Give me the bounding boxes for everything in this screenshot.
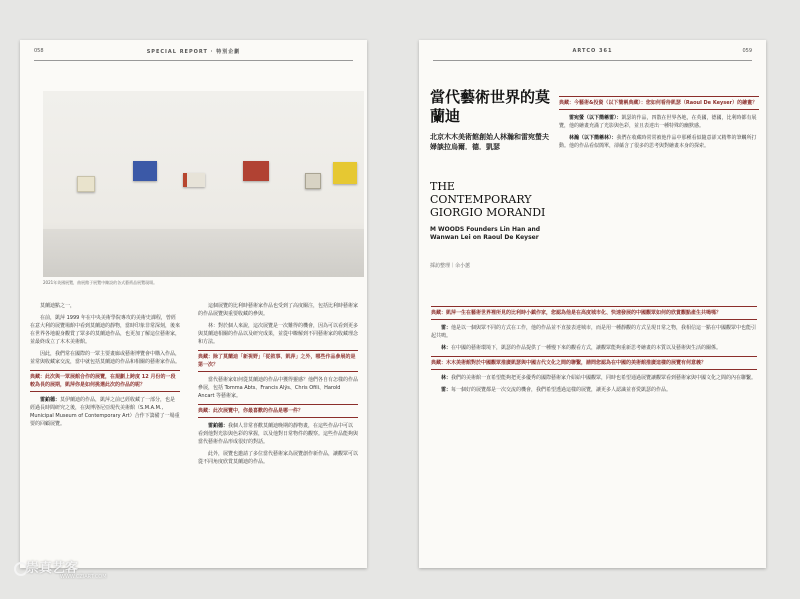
paragraph: 這個展覽的比利時藝術家作品也受到了高度關注，包括比利時藝術家的作品展覽與重要收藏的參與。	[198, 303, 359, 317]
right-page	[419, 40, 766, 568]
answer-text: 凱瑟的作品，四散在世界各地，在英國，德國，比利時都有展覽，他的繪畫充滿了光影與色彩，並且表達出一種特殊的幽默感。	[559, 115, 757, 129]
answer-paragraph	[559, 134, 759, 150]
answer-paragraph	[559, 114, 759, 130]
speaker-label: 林：	[441, 375, 452, 381]
left-page-number: 058	[34, 48, 44, 54]
answer-text: 我們的美術館一直希望能夠把更多優秀的國際藝術家介紹給中國觀眾，同時也希望通過展覽讓觀眾看到藝術家與中國文化之間的內在聯繫。	[451, 375, 757, 381]
watermark-text: 崇真艺客	[26, 561, 79, 576]
left-column-1	[30, 302, 180, 432]
artwork-5	[305, 173, 321, 189]
artwork-6	[333, 162, 357, 184]
answer-paragraph	[431, 374, 757, 382]
answer-paragraph	[431, 324, 757, 340]
speaker-label: 雷宛螢（以下簡稱雷）：	[569, 115, 622, 121]
header-rule	[433, 60, 752, 61]
right-page-section-title: ARTCO 361	[572, 48, 613, 54]
speaker-label: 林：	[441, 345, 452, 351]
artwork-2	[133, 161, 157, 181]
watermark-url: WWW.CZIART.COM	[60, 574, 107, 580]
gallery-floor	[43, 229, 364, 277]
answer-text: 我們在收藏時常常被他作品中那種看似隨意卻又精準的筆觸所打動。他的作品看似簡單，卻蘊含了很多的思考與對繪畫本身的探索。	[559, 135, 757, 149]
question-block: 典藏：此次展覽中，你最喜歡的作品是哪一件？	[198, 404, 358, 418]
answer-text: 我個人非常喜歡莫蘭迪晚期的靜物畫，在這些作品中可以看到他對光影與色彩的掌握，以及他對日常物件的觀察。這些作品能夠與當代藝術作品形成很好的對話。	[198, 423, 359, 445]
speaker-label: 雷：	[441, 387, 452, 393]
right-column-top	[559, 92, 759, 154]
left-column-2	[198, 302, 358, 470]
speaker-label: 雷鉑德：	[208, 423, 229, 429]
right-page-header	[433, 48, 752, 58]
photo-caption: 2021年英國展覽，曲展館于展覽中陳設的各式藝術品展覽現場。	[43, 280, 158, 285]
article-subtitle-cn: 北京木木美術館創始人林瀚和雷宛螢夫婦談拉烏爾．德．凱瑟	[430, 133, 549, 151]
article-title-en: THE CONTEMPORARY GIORGIO MORANDI	[430, 180, 546, 219]
question-block: 典藏：今藝術&投資（以下簡稱典藏）：您如何看待凱瑟（Raoul De Keyser）的繪畫？	[559, 96, 759, 110]
article-subtitle-en: M WOODS Founders Lin Han and Wanwan Lei on Raoul De Keyser	[430, 226, 541, 241]
article-title-cn: 當代藝術世界的莫蘭迪	[430, 88, 551, 125]
speaker-label: 雷鉑德：	[40, 397, 61, 403]
answer-text: 莫伊蘭迪的作品，凱萍之前已經收藏了一部分，也是經過長時間研究之後，在與博洛尼亞現代美術館（S.M.A.M., Municipal Museum of Contemporary Art）合作下籌備了一場重要的回顧展覽。	[30, 397, 180, 427]
header-rule	[34, 60, 353, 61]
artwork-3	[183, 173, 205, 187]
left-page-header	[34, 48, 353, 58]
paragraph: 莫蘭迪點之一，	[40, 303, 76, 309]
answer-paragraph	[431, 344, 757, 352]
gallery-photo	[43, 91, 364, 277]
answer-paragraph	[431, 386, 757, 394]
answer-text: 他是以一個與眾不同的方式在工作，他的作品並不直接表達城市，而是用一種靜觀的方式呈現日常之物，我相信這一點在中國觀眾中也能引起共鳴。	[431, 325, 757, 339]
answer-paragraph	[30, 396, 180, 428]
paragraph: 在前，凱萍 1999 年在中央美術學院專攻的美術史課程，曾經在意大利的展覽場館中看到莫蘭迪的靜物，當時印象非常深刻，後來在世界各地親身觀賞了眾多的莫蘭迪作品，也更加了解這位藝術家，並最終成立了木木美術館。	[30, 315, 181, 345]
paragraph: 林：對於個人來說，這次展覽是一次難得的機會，因為可以看到更多與莫蘭迪相關的作品以及研究成果，並從中瞭解到不同藝術家的收藏理念和方法。	[198, 323, 359, 345]
question-block: 典藏：此次與一眾展館合作的展覽，在規劃上跨度 12 月份的一段較為長的展期，凱萍你是如何挑選此次的作品的呢？	[30, 370, 180, 392]
answer-text: 在中國的藝術環境下，凱瑟的作品提供了一種慢下來的觀看方式，讓觀眾能夠重新思考繪畫的本質以及藝術與生活的關係。	[451, 345, 722, 351]
left-page	[20, 40, 367, 568]
right-page-number: 059	[742, 48, 752, 54]
question-block: 典藏：凱萍一生在藝術世界裡所見的比利時小鎮作家，您認為他是在高度城市化、快速發展的中國觀眾如何的欣賞觀點產生共鳴嗎？	[431, 306, 757, 320]
paragraph: 因此，我們常在國際的一眾主要畫廊或藝術博覽會中購入作品，並常與收藏家交流，當中就包括莫蘭迪的作品和相關的藝術家作品。	[30, 351, 181, 365]
question-block: 典藏：木木美術館對於中國觀眾推廣凱瑟與中國古代文化之間的聯繫，請問您認為在中國的美術館推廣這樣的展覽有何意義？	[431, 356, 757, 370]
speaker-label: 林瀚（以下簡稱林）：	[569, 135, 617, 141]
artwork-4	[243, 161, 269, 181]
left-page-section-title: SPECIAL REPORT · 特別企劃	[146, 49, 241, 55]
answer-text: 每一個好的展覽都是一次交流的機會，我們希望透過這樣的展覽，讓更多人認識並喜愛凱瑟的作品。	[451, 387, 672, 393]
artwork-1	[77, 176, 95, 192]
speaker-label: 雷：	[441, 325, 452, 331]
answer-paragraph	[198, 422, 358, 446]
question-block: 典藏：除了莫蘭迪「新視野」「從敘事、凱萍」之外，哪些作品參展的是第一次？	[198, 350, 358, 372]
paragraph: 當代藝術家如何從莫蘭迪的作品中獲得靈感？他們各自有怎樣的作品參展，包括 Tomma Abts、Francis Alÿs、Chris Ofili、Harold Ancart 等藝術家。	[198, 377, 359, 399]
right-column-bottom	[431, 302, 757, 398]
paragraph: 此外，展覽也邀請了多位當代藝術家為展覽創作新作品，讓觀眾可以從不同角度欣賞莫蘭迪的作品。	[198, 451, 359, 465]
article-credit: 採訪整理｜余小蕙	[430, 263, 471, 269]
